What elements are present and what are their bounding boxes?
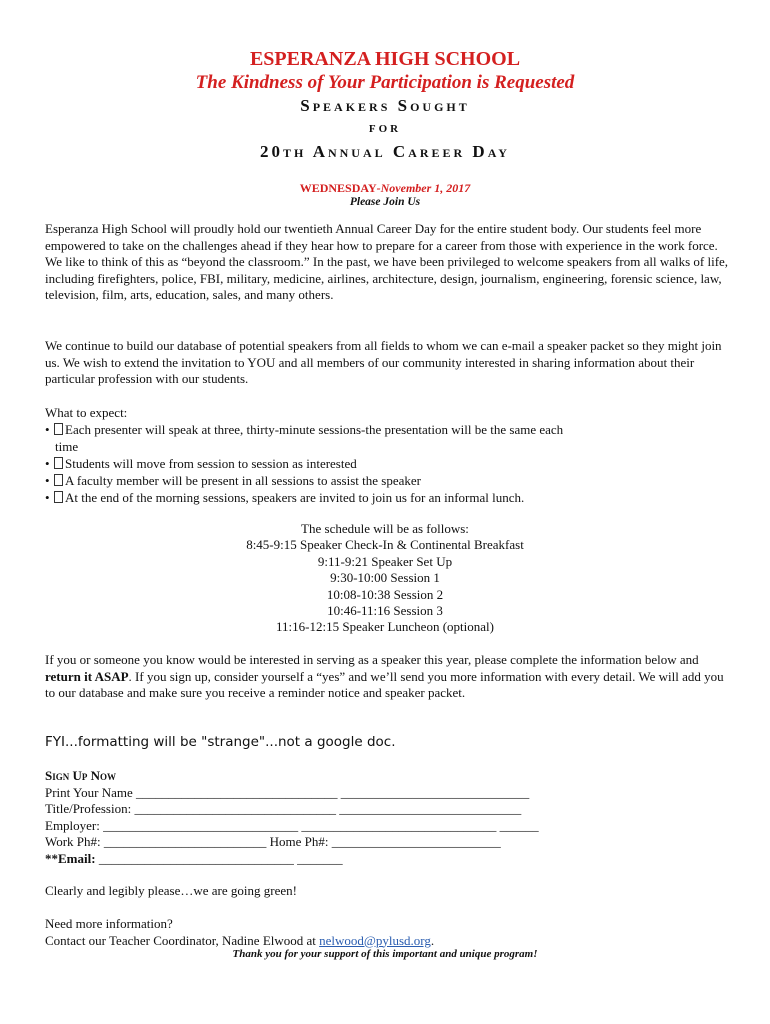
schedule-item: 10:08-10:38 Session 2	[326, 586, 444, 602]
list-item-continued: time	[55, 439, 79, 454]
schedule-title: The schedule will be as follows:	[301, 521, 469, 536]
school-name: ESPERANZA HIGH SCHOOL	[249, 48, 521, 70]
fyi-note: FYI...formatting will be "strange"...not a google doc.	[45, 734, 396, 750]
need-info: Need more information?	[45, 916, 173, 931]
intro-paragraph: Esperanza High School will proudly hold our twentieth Annual Career Day for the entire student body. Our students feel more empowered to take on the challenges ahead if they hear how to prepare for a career from those with experience in the work force. We like to think of this as “beyond the classroom.” In the past, we have been privileged to welcome speakers from all walks of life, including firefighters, police, FBI, military, medicine, airlines, architecture, design, journalism, engineering, forensic science, law, television, film, arts, education, sales, and many others.	[45, 221, 729, 303]
list-item: • Each presenter will speak at three, thirty-minute sessions-the presentation will be the same each	[45, 422, 564, 437]
list-item: • A faculty member will be present in all sessions to assist the speaker	[45, 473, 421, 488]
event-day: WEDNESDAY	[299, 181, 377, 195]
tagline: The Kindness of Your Participation is Requested	[195, 72, 575, 93]
signup-form	[45, 768, 745, 868]
thank-you-note: Thank you for your support of this important and unique program!	[232, 948, 538, 960]
return-asap: return it ASAP	[45, 668, 129, 684]
join-us: Please Join Us	[349, 196, 421, 208]
title-profession-field[interactable]: Title/Profession: _______________________________ ____________________________	[45, 801, 522, 817]
headline-career-day: 20th Annual Career Day	[260, 142, 510, 161]
expect-section	[45, 404, 735, 506]
signup-title: Sign Up Now	[45, 768, 117, 783]
signup-paragraph: If you or someone you know would be interested in serving as a speaker this year, please complete the information below and return it ASAP. If you sign up, consider yourself a “yes” and we’ll send you more information with every detail. We will add you to our database and make sure you receive a reminder notice and speaker packet.	[45, 652, 724, 701]
email-label: **Email:	[45, 850, 96, 866]
list-item: • Students will move from session to session as interested	[45, 456, 357, 471]
email-field[interactable]: **Email: ______________________________ _______	[45, 850, 343, 866]
expect-title: What to expect:	[45, 405, 128, 420]
print-name-field[interactable]: Print Your Name _______________________________ _____________________________	[45, 784, 530, 800]
event-date	[0, 181, 770, 196]
schedule-item: 9:30-10:00 Session 1	[330, 570, 440, 586]
contact-section	[45, 916, 434, 949]
phone-fields[interactable]: Work Ph#: _________________________ Home Ph#: __________________________	[45, 834, 501, 850]
green-note: Clearly and legibly please…we are going green!	[45, 883, 297, 898]
event-date-rest: -November 1, 2017	[376, 181, 471, 195]
headline-speakers-sought: Speakers Sought	[300, 96, 470, 115]
schedule-item: 8:45-9:15 Speaker Check-In & Continental Breakfast	[246, 537, 524, 553]
schedule-item: 11:16-12:15 Speaker Luncheon (optional)	[276, 619, 494, 635]
employer-field[interactable]: Employer: ______________________________ ______________________________ ______	[45, 817, 539, 833]
headline-for: for	[368, 120, 402, 136]
list-item: • At the end of the morning sessions, speakers are invited to join us for an informal lunch.	[45, 490, 525, 505]
schedule	[0, 521, 770, 636]
contact-line: Contact our Teacher Coordinator, Nadine Elwood at nelwood@pylusd.org.	[45, 932, 435, 948]
database-paragraph: We continue to build our database of potential speakers from all fields to whom we can e-mail a speaker packet so they might join us. We wish to extend the invitation to YOU and all members of our community interested in sharing information about their particular profession with our students.	[45, 338, 722, 387]
schedule-item: 10:46-11:16 Session 3	[327, 603, 443, 619]
schedule-item: 9:11-9:21 Speaker Set Up	[317, 553, 453, 569]
contact-email-link[interactable]: nelwood@pylusd.org	[319, 932, 431, 948]
